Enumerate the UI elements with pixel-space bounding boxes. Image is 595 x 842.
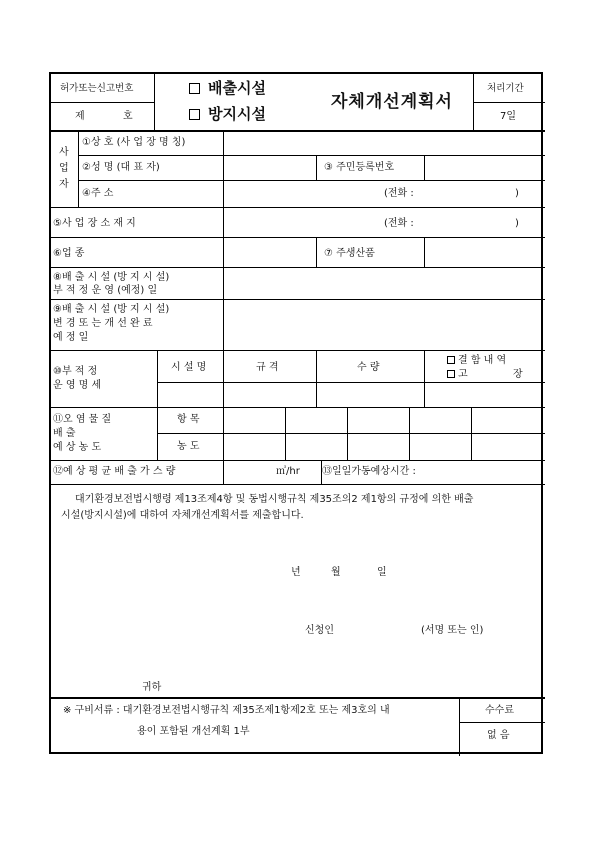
concentration-label: 농 도 xyxy=(177,441,200,452)
main-product-label: ⑦ 주생산품 xyxy=(324,248,375,259)
option-label: 배출시설 xyxy=(208,79,266,97)
divider xyxy=(316,237,317,267)
item-label: 항 목 xyxy=(177,414,200,425)
industry-field[interactable] xyxy=(224,238,316,267)
improvement-date-field[interactable] xyxy=(224,300,545,350)
option-label: 방지시설 xyxy=(208,105,266,123)
checkbox-icon[interactable] xyxy=(189,83,200,94)
improvement-date-label: 예 정 일 xyxy=(53,332,89,343)
facility-name-cell[interactable] xyxy=(158,383,223,407)
pollutant-label: 예 상 농 도 xyxy=(53,442,102,453)
representative-name-label: ②성 명 (대 표 자) xyxy=(82,162,160,173)
gas-flow-unit: ㎥/hr xyxy=(276,466,300,477)
defect-cell[interactable] xyxy=(425,383,545,407)
address-phone-close: ) xyxy=(515,188,519,199)
pollutant-label: 배 출 xyxy=(53,428,76,439)
option-label: 결 함 내 역 xyxy=(458,355,507,366)
abnormal-op-date-label: 부 적 정 운 영 (예정) 일 xyxy=(53,285,158,296)
applicant-section-char: 자 xyxy=(59,179,69,190)
facility-name-header: 시 설 명 xyxy=(171,362,207,373)
gas-flow-label: ⑫예 상 평 균 배 출 가 스 량 xyxy=(53,466,176,477)
permit-number-label: 허가또는신고번호 xyxy=(60,83,134,94)
checkbox-icon[interactable] xyxy=(447,356,455,364)
permit-je: 제 xyxy=(75,111,85,122)
pollutant-concentration-cell[interactable] xyxy=(348,434,409,460)
permit-ho: 호 xyxy=(123,111,133,122)
company-name-field[interactable] xyxy=(224,131,545,155)
option-emission-facility[interactable] xyxy=(189,79,266,97)
resident-number-label: ③ 주민등록번호 xyxy=(324,162,395,173)
divider xyxy=(51,102,154,103)
improvement-date-label: 변 경 또 는 개 선 완 료 xyxy=(53,318,153,329)
divider xyxy=(78,131,79,207)
pollutant-label: ⑪오 염 물 질 xyxy=(53,414,112,425)
pollutant-concentration-cell[interactable] xyxy=(224,434,285,460)
pollutant-item-cell[interactable] xyxy=(472,408,545,433)
fee-value: 없 음 xyxy=(487,730,510,741)
daily-hours-field[interactable] xyxy=(436,461,545,484)
address-phone-label: (전화 : xyxy=(384,188,414,199)
option-fault[interactable] xyxy=(447,369,468,381)
signature-label: (서명 또는 인) xyxy=(421,625,484,636)
divider xyxy=(154,74,155,131)
improvement-date-label: ⑨배 출 시 설 (방 지 시 설) xyxy=(53,304,170,315)
statement-line: 대기환경보전법시행령 제13조제4항 및 동법시행규칙 제35조의2 제1항의 규정에 의한 배출 xyxy=(75,494,474,505)
date-day-label: 일 xyxy=(377,567,387,578)
spec-cell[interactable] xyxy=(224,383,316,407)
required-docs-line: 용이 포함된 개선계획 1부 xyxy=(137,726,250,737)
address-label: ④주 소 xyxy=(82,188,114,199)
pollutant-concentration-cell[interactable] xyxy=(286,434,347,460)
spec-header: 규 격 xyxy=(256,362,279,373)
divider xyxy=(51,484,545,485)
divider xyxy=(459,698,460,756)
site-phone-close: ) xyxy=(515,218,519,229)
pollutant-item-cell[interactable] xyxy=(286,408,347,433)
applicant-label: 신청인 xyxy=(305,625,334,636)
option-fault-suffix: 장 xyxy=(513,369,523,380)
resident-number-field[interactable] xyxy=(425,156,545,180)
representative-name-field[interactable] xyxy=(224,156,316,180)
checkbox-icon[interactable] xyxy=(447,370,455,378)
improper-ops-label: ⑩부 적 정 xyxy=(53,366,98,377)
main-product-field[interactable] xyxy=(425,238,545,267)
required-docs-line: ※ 구비서류 : 대기환경보전법시행규칙 제35조제1항제2호 또는 제3호의 내 xyxy=(63,705,390,716)
divider xyxy=(473,102,545,103)
self-improvement-plan-form xyxy=(49,72,543,754)
site-location-label: ⑤사 업 장 소 재 지 xyxy=(53,218,136,229)
form-title: 자체개선계획서 xyxy=(331,92,453,112)
date-month-label: 월 xyxy=(331,567,341,578)
daily-hours-label: ⑬일일가동예상시간 : xyxy=(322,466,416,477)
applicant-section-char: 업 xyxy=(59,163,69,174)
processing-period-value: 7일 xyxy=(500,111,517,122)
divider xyxy=(51,350,545,351)
applicant-name-field[interactable] xyxy=(341,621,417,639)
site-phone-label: (전화 : xyxy=(384,218,414,229)
abnormal-op-date-field[interactable] xyxy=(224,268,545,299)
option-prevention-facility[interactable] xyxy=(189,105,266,123)
option-label: 고 xyxy=(458,369,468,380)
recipient-field[interactable] xyxy=(61,678,139,696)
fee-label: 수수료 xyxy=(485,705,514,716)
divider xyxy=(459,722,545,723)
divider xyxy=(51,697,545,699)
improper-ops-label: 운 영 명 세 xyxy=(53,380,102,391)
pollutant-item-cell[interactable] xyxy=(410,408,471,433)
pollutant-concentration-cell[interactable] xyxy=(472,434,545,460)
pollutant-item-cell[interactable] xyxy=(348,408,409,433)
recipient-label: 귀하 xyxy=(142,682,162,693)
abnormal-op-date-label: ⑧배 출 시 설 (방 지 시 설) xyxy=(53,272,170,283)
pollutant-item-cell[interactable] xyxy=(224,408,285,433)
quantity-header: 수 량 xyxy=(357,362,380,373)
processing-period-label: 처리기간 xyxy=(487,83,524,94)
company-name-label: ①상 호 (사 업 장 명 칭) xyxy=(82,137,186,148)
gas-flow-field[interactable] xyxy=(224,461,321,484)
industry-label: ⑥업 종 xyxy=(53,248,85,259)
pollutant-concentration-cell[interactable] xyxy=(410,434,471,460)
statement-line: 시설(방지시설)에 대하여 자체개선계획서를 제출합니다. xyxy=(61,510,304,521)
checkbox-icon[interactable] xyxy=(189,109,200,120)
option-defect[interactable] xyxy=(447,355,506,367)
divider xyxy=(316,155,317,180)
applicant-section-char: 사 xyxy=(59,147,69,158)
date-year-label: 년 xyxy=(291,567,301,578)
quantity-cell[interactable] xyxy=(317,383,424,407)
